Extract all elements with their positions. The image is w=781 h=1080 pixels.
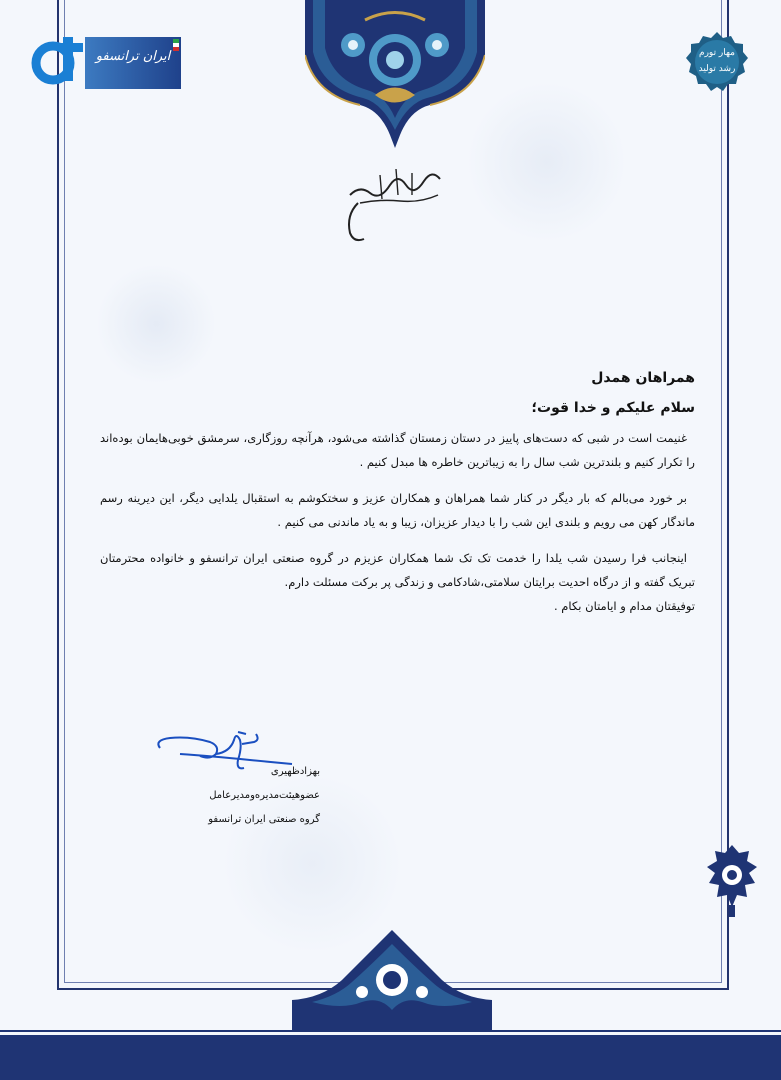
iran-transfo-logo: [25, 31, 181, 89]
paragraph-2: بر خورد می‌بالم که بار دیگر در کنار شما همراهان و همکاران عزیز و سختکوشم به استقبال یلدایی دیگر، این دیرینه رسم ماندگار کهن می رویم و بلندی این شب را با دیدار عزیزان، زیبا و به یاد ماندنی می کنیم .: [100, 491, 695, 529]
paragraph-3: اینجانب فرا رسیدن شب یلدا را خدمت تک تک شما همکاران عزیزم در گروه صنعتی ایران ترانسفو و خانواده محترمتان تبریک گفته و از درگاه احدیت برایتان سلامتی،شادکامی و زندگی پر برکت مسئلت دارم.: [100, 551, 695, 589]
signatory-company: گروه صنعتی ایران ترانسفو: [208, 814, 320, 825]
right-seal-logo: [685, 30, 749, 94]
seal-icon: [685, 30, 749, 94]
side-ornament-icon: [705, 845, 759, 917]
footer-line: [0, 1030, 781, 1032]
salutation: سلام علیکم و خدا قوت؛: [531, 400, 695, 416]
left-logo-text: ایران ترانسفو: [95, 49, 171, 64]
signatory-name: بهزادظهیری: [270, 766, 320, 777]
greeting: همراهان همدل: [591, 370, 695, 386]
basmala-icon: [340, 155, 450, 245]
letter-body: [100, 370, 695, 618]
signatory-title: عضوهیئت‌مدیره‌ومدیرعامل: [209, 790, 320, 801]
seal-text-line1: مهار تورم: [699, 48, 735, 58]
bottom-ornament-icon: [292, 930, 492, 1030]
top-ornament-icon: [305, 0, 485, 150]
seal-text-line2: رشد تولید: [698, 64, 736, 74]
basmala-calligraphy: [340, 155, 450, 245]
closing-line: توفیقتان مدام و ایامتان بکام .: [554, 599, 695, 613]
signature-block: [160, 760, 320, 832]
paragraph-1: غنیمت است در شبی که دست‌های پاییز در دستان زمستان گذاشته می‌شود، هرآنچه روزگاری، سرمشق خوبی‌هایمان بوده‌اند را تکرار کنیم و بلندترین شب سال را به زیباترین خاطره ها مبدل کنیم .: [100, 431, 695, 469]
footer-band: [0, 1035, 781, 1080]
